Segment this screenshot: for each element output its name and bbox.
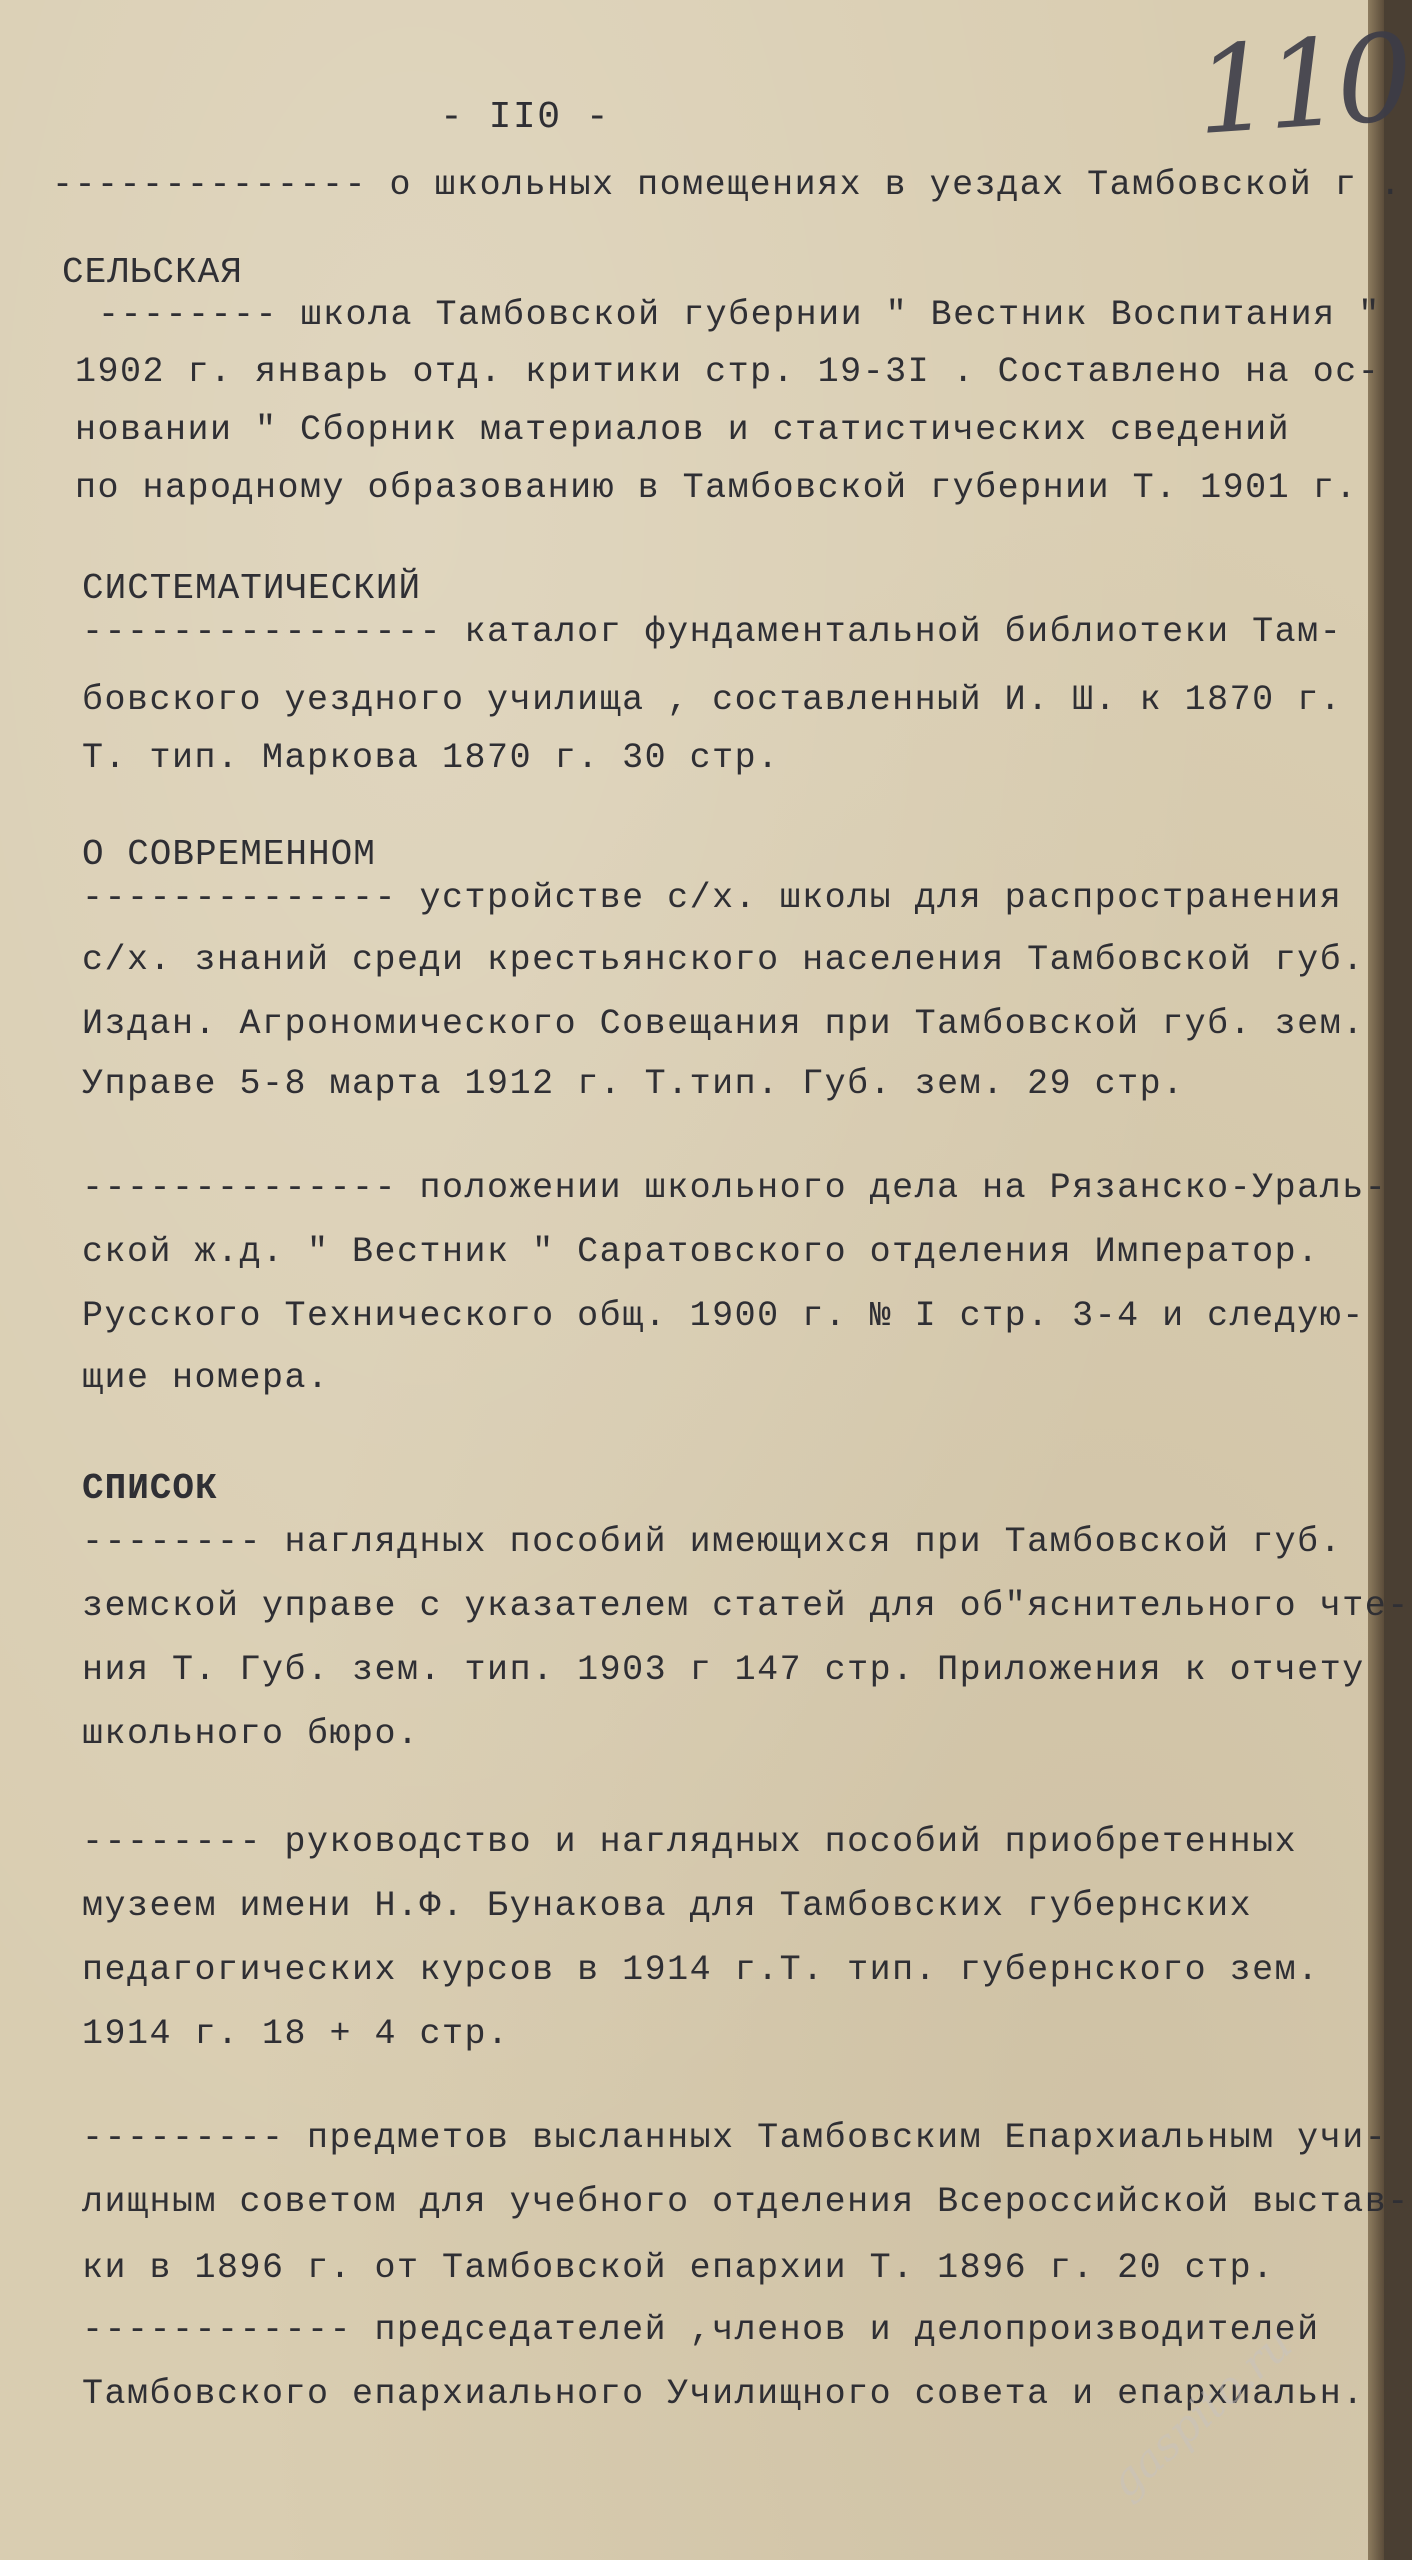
entry-line: Русского Технического общ. 1900 г. № I стр. 3-4 и следую-: [82, 1296, 1365, 1336]
entry-line: ------------ председателей ,членов и делопроизводителей: [82, 2310, 1320, 2350]
entry-line: -------------- устройстве с/х. школы для распространения: [82, 878, 1343, 918]
entry-line: Издан. Агрономического Совещания при Тамбовской губ. зем.: [82, 1004, 1365, 1044]
entry-line: --------- предметов высланных Тамбовским Епархиальным учи-: [82, 2118, 1388, 2158]
entry-line: лищным советом для учебного отделения Всероссийской выстав-: [82, 2182, 1410, 2222]
entry-heading: СЕЛЬСКАЯ: [62, 252, 243, 293]
entry-line: щие номера.: [82, 1358, 330, 1398]
entry-line: ния Т. Губ. зем. тип. 1903 г 147 стр. Приложения к отчету: [82, 1650, 1365, 1690]
entry-line: новании " Сборник материалов и статистических сведений: [75, 410, 1291, 450]
entry-line: -------- школа Тамбовской губернии " Вестник Воспитания ": [98, 295, 1381, 335]
entry-line: музеем имени Н.Ф. Бунакова для Тамбовских губернских: [82, 1886, 1253, 1926]
entry-line: с/х. знаний среди крестьянского населения Тамбовской губ.: [82, 940, 1365, 980]
entry-line: ки в 1896 г. от Тамбовской епархии Т. 1896 г. 20 стр.: [82, 2248, 1275, 2288]
entry-line: -------------- о школьных помещениях в уездах Тамбовской г .: [52, 165, 1403, 205]
entry-line: школьного бюро.: [82, 1714, 420, 1754]
page-number: - II0 -: [440, 96, 611, 139]
watermark: gaspito.ru: [1100, 2318, 1303, 2508]
entry-line: ---------------- каталог фундаментальной библиотеки Там-: [82, 612, 1343, 652]
entry-line: -------------- положении школьного дела на Рязанско-Ураль-: [82, 1168, 1388, 1208]
entry-heading: О СОВРЕМЕННОМ: [82, 834, 376, 875]
entry-heading: СИСТЕМАТИЧЕСКИЙ: [82, 568, 422, 609]
entry-line: по народному образованию в Тамбовской губернии Т. 1901 г.: [75, 468, 1358, 508]
entry-line: земской управе с указателем статей для об"яснительного чте-: [82, 1586, 1410, 1626]
archive-handwritten-number: 110: [1191, 8, 1412, 163]
entry-line: 1902 г. январь отд. критики стр. 19-3I . Составлено на ос-: [75, 352, 1381, 392]
entry-line: ской ж.д. " Вестник " Саратовского отделения Император.: [82, 1232, 1320, 1272]
entry-line: 1914 г. 18 + 4 стр.: [82, 2014, 510, 2054]
entry-line: Управе 5-8 марта 1912 г. Т.тип. Губ. зем. 29 стр.: [82, 1064, 1185, 1104]
entry-heading: СПИСОК: [82, 1468, 218, 1509]
entry-line: Тамбовского епархиального Училищного совета и епархиальн.: [82, 2374, 1365, 2414]
entry-line: педагогических курсов в 1914 г.Т. тип. губернского зем.: [82, 1950, 1320, 1990]
entry-line: бовского уездного училища , составленный И. Ш. к 1870 г.: [82, 680, 1343, 720]
entry-line: -------- руководство и наглядных пособий приобретенных: [82, 1822, 1298, 1862]
entry-line: Т. тип. Маркова 1870 г. 30 стр.: [82, 738, 780, 778]
entry-line: -------- наглядных пособий имеющихся при Тамбовской губ.: [82, 1522, 1343, 1562]
